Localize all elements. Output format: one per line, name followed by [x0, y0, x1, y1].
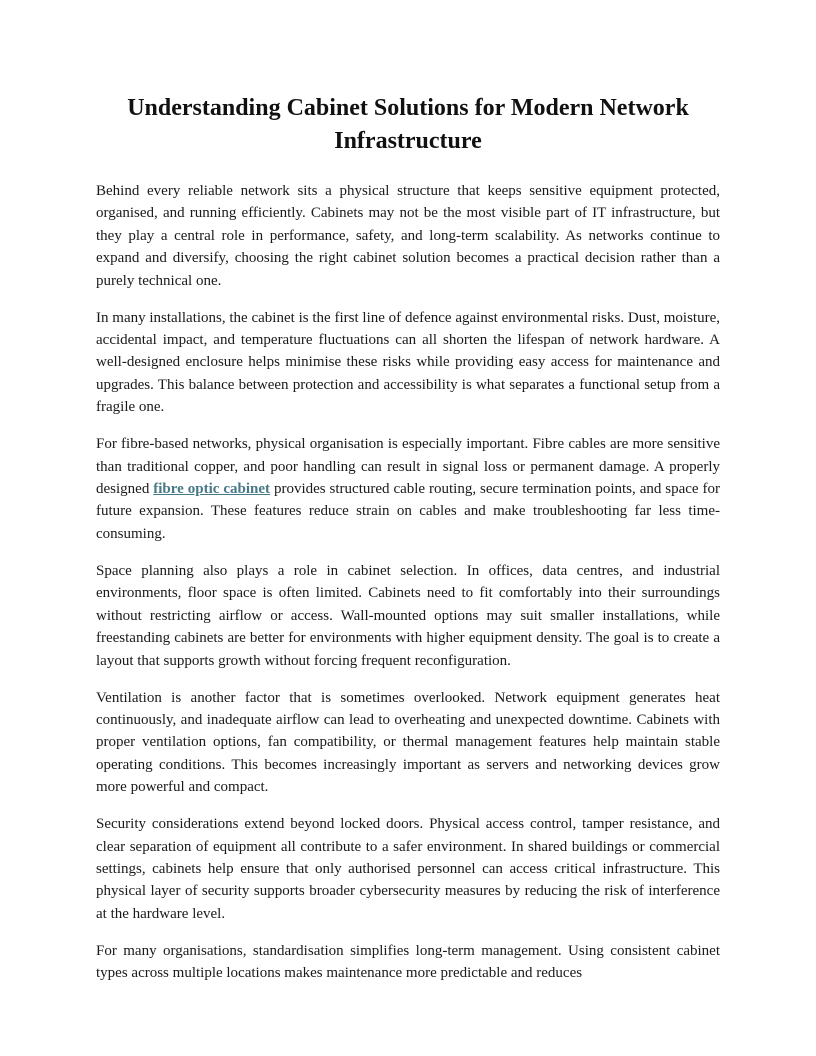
paragraph-fibre-text-after: provides structured cable routing, secure termination points, and space for future expansion. These features reduce strain on cables and make troubleshooting far less time-consuming.	[96, 481, 721, 542]
paragraph-standardisation: For many organisations, standardisation simplifies long-term management. Using consistent cabinet types across multiple locations makes maintenance more predictable and reduces	[96, 942, 720, 982]
paragraph-ventilation: Ventilation is another factor that is sometimes overlooked. Network equipment generates heat continuously, and inadequate airflow can lead to overheating and unexpected downtime. Cabinets with proper ventilation options, fan compatibility, or thermal management features help maintain stable operating conditions. This becomes increasingly important as servers and networking devices grow more powerful and compact.	[96, 689, 720, 796]
paragraph-intro: Behind every reliable network sits a physical structure that keeps sensitive equipment protected, organised, and running efficiently. Cabinets may not be the most visible part of IT infrastructure, but they play a central role in performance, safety, and long-term scalability. As networks continue to expand and diversify, choosing the right cabinet solution becomes a practical decision rather than a purely technical one.	[96, 183, 720, 289]
document-title: Understanding Cabinet Solutions for Modern Network Infrastructure	[127, 95, 689, 154]
paragraph-space-planning: Space planning also plays a role in cabinet selection. In offices, data centres, and industrial environments, floor space is often limited. Cabinets need to fit comfortably into their surroundings without restricting airflow or access. Wall-mounted options may suit smaller installations, while freestanding cabinets are better for environments with higher equipment density. The goal is to create a layout that supports growth without forcing frequent reconfiguration.	[96, 562, 720, 669]
paragraph-fibre-text-before: For fibre-based networks, physical organisation is especially important. Fibre cables are more sensitive than traditional copper, and poor handling can result in signal loss or permanent damage. A properly designed	[96, 436, 720, 498]
document-page	[96, 92, 720, 999]
paragraph-security: Security considerations extend beyond locked doors. Physical access control, tamper resistance, and clear separation of equipment all contribute to a safer environment. In shared buildings or commercial settings, cabinets help ensure that only authorised personnel can access critical infrastructure. This physical layer of security supports broader cybersecurity measures by reducing the risk of interference at the hardware level.	[96, 816, 720, 922]
fibre-optic-cabinet-link[interactable]: fibre optic cabinet	[153, 481, 271, 498]
paragraph-environmental-risks: In many installations, the cabinet is the first line of defence against environmental risks. Dust, moisture, accidental impact, and temperature fluctuations can all shorten the lifespan of network hardware. A well-designed enclosure helps minimise these risks while providing easy access for maintenance and upgrades. This balance between protection and accessibility is what separates a functional setup from a fragile one.	[96, 309, 720, 416]
paragraph-fibre-networks	[96, 433, 720, 545]
